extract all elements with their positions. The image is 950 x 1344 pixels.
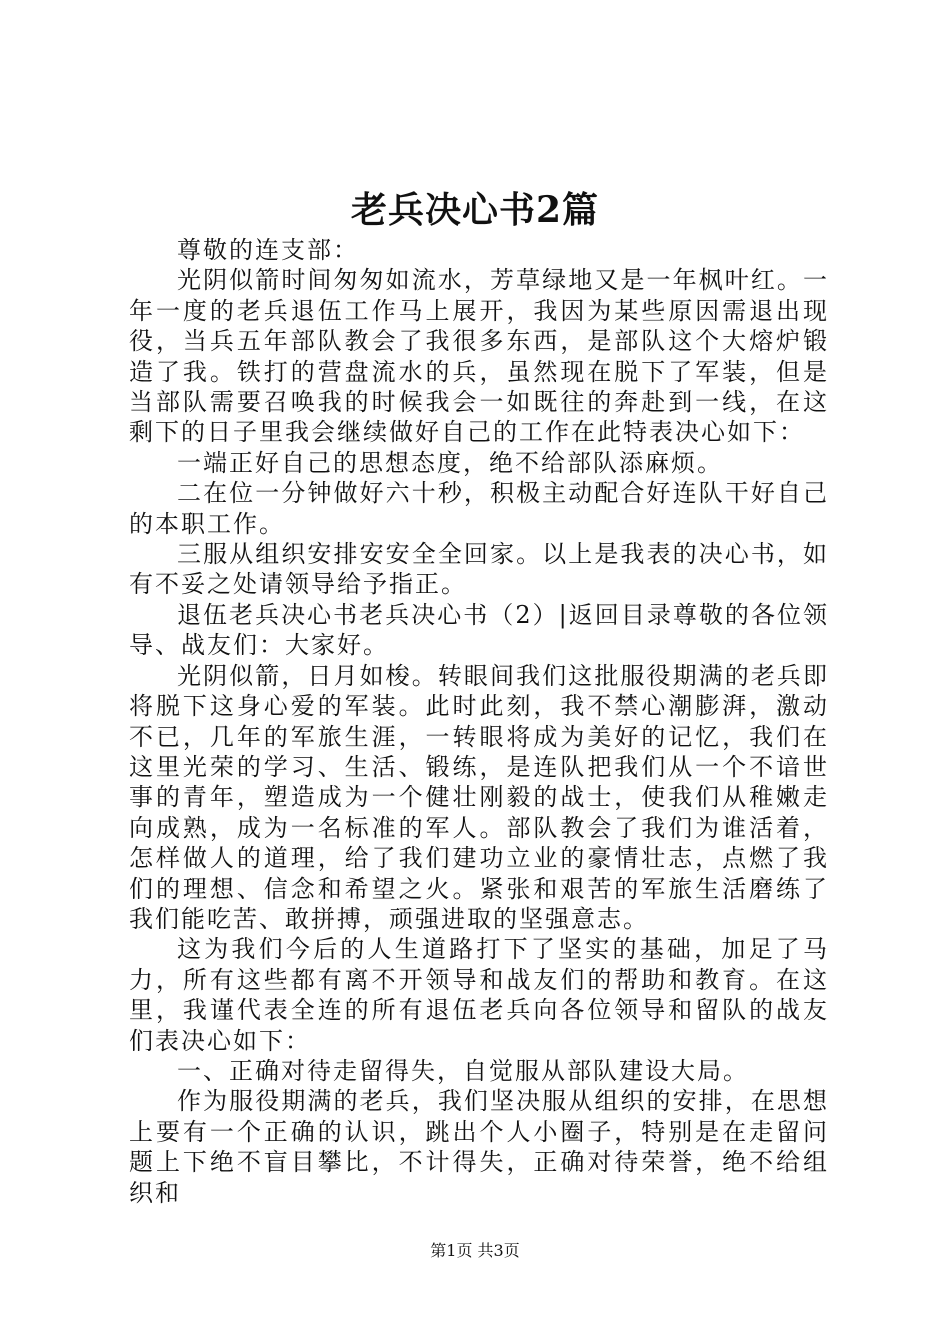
- paragraph: 二在位一分钟做好六十秒，积极主动配合好连队干好自己的本职工作。: [129, 479, 829, 538]
- document-title: 老兵决心书2篇: [350, 189, 600, 231]
- page-footer: 第1页 共3页: [430, 1241, 520, 1260]
- paragraph: 光阴似箭时间匆匆如流水，芳草绿地又是一年枫叶红。一年一度的老兵退伍工作马上展开，我因为某些原因需退出现役，当兵五年部队教会了我很多东西，是部队这个大熔炉锻造了我。铁打的营盘流水的兵，虽然现在脱下了军装，但是当部队需要召唤我的时候我会一如既往的奔赴到一线，在这剩下的日子里我会继续做好自己的工作在此特表决心如下：: [129, 266, 829, 447]
- paragraph-salutation: 尊敬的连支部：: [177, 236, 359, 264]
- paragraph: 作为服役期满的老兵，我们坚决服从组织的安排，在思想上要有一个正确的认识，跳出个人小圈子，特别是在走留问题上下绝不盲目攀比，不计得失，正确对待荣誉，绝不给组织和: [129, 1087, 829, 1207]
- paragraph: 一、正确对待走留得失，自觉服从部队建设大局。: [177, 1056, 749, 1085]
- paragraph: 这为我们今后的人生道路打下了坚实的基础，加足了马力，所有这些都有离不开领导和战友们的帮助和教育。在这里，我谨代表全连的所有退伍老兵向各位领导和留队的战友们表决心如下：: [129, 935, 829, 1055]
- paragraph: 光阴似箭，日月如梭。转眼间我们这批服役期满的老兵即将脱下这身心爱的军装。此时此刻，我不禁心潮膨湃，激动不已，几年的军旅生涯，一转眼将成为美好的记忆，我们在这里光荣的学习、生活、锻练，是连队把我们从一个不谙世事的青年，塑造成为一个健壮刚毅的战士，使我们从稚嫩走向成熟，成为一名标准的军人。部队教会了我们为谁活着，怎样做人的道理，给了我们建功立业的豪情壮志，点燃了我们的理想、信念和希望之火。紧张和艰苦的军旅生活磨练了我们能吃苦、敢拼搏，顽强进取的坚强意志。: [129, 661, 829, 933]
- paragraph: 一端正好自己的思想态度，绝不给部队添麻烦。: [177, 448, 723, 477]
- document-body: [129, 235, 829, 1208]
- paragraph: 三服从组织安排安安全全回家。以上是我表的决心书，如有不妥之处请领导给予指正。: [129, 540, 829, 599]
- paragraph: 退伍老兵决心书老兵决心书（2）|返回目录尊敬的各位领导、战友们：大家好。: [129, 600, 829, 660]
